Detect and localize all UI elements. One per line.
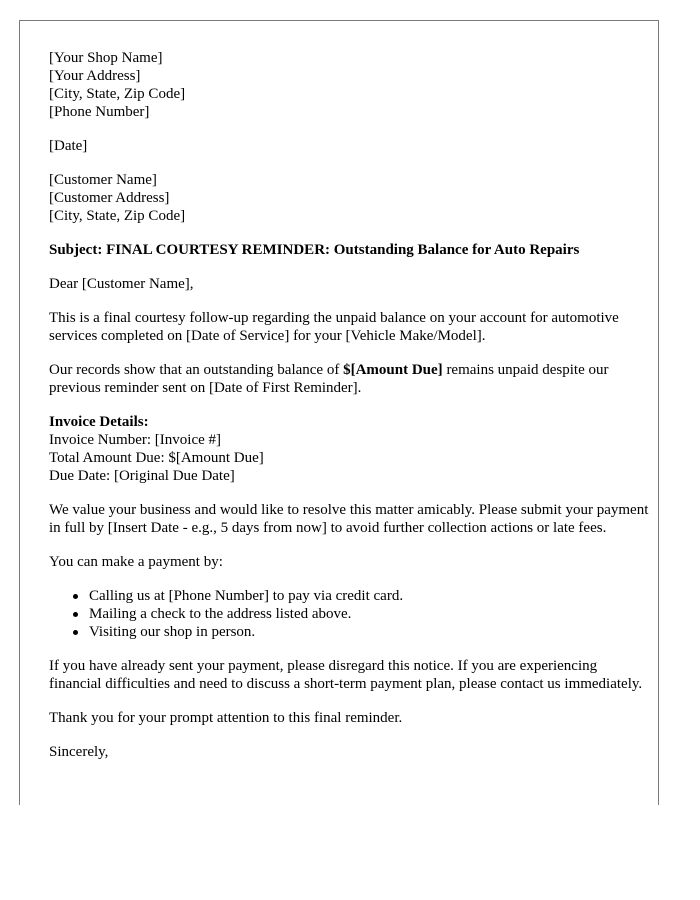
invoice-due-date: Due Date: [Original Due Date] <box>49 468 235 484</box>
invoice-heading: Invoice Details: <box>49 414 149 430</box>
sender-city-state-zip: [City, State, Zip Code] <box>49 86 186 102</box>
invoice-details <box>49 413 649 485</box>
invoice-total: Total Amount Due: $[Amount Due] <box>49 450 264 466</box>
date-block <box>49 137 649 155</box>
sender-address: [Your Address] <box>49 68 141 84</box>
paragraph-follow-up: This is a final courtesy follow-up regarding the unpaid balance on your account for automotive services completed on [Date of Service] for your [Vehicle Make/Model]. <box>49 310 619 344</box>
paragraph-thanks: Thank you for your prompt attention to this final reminder. <box>49 710 403 726</box>
sender-shop-name: [Your Shop Name] <box>49 50 163 66</box>
sender-block <box>49 49 649 121</box>
paragraph-disregard: If you have already sent your payment, please disregard this notice. If you are experiencing financial difficulties and need to discuss a short-term payment plan, please contact us immediately. <box>49 658 643 692</box>
invoice-number: Invoice Number: [Invoice #] <box>49 432 222 448</box>
letter-page <box>19 20 659 805</box>
bullet-icon <box>73 630 78 635</box>
recipient-block <box>49 171 649 225</box>
salutation: Dear [Customer Name], <box>49 276 194 292</box>
paragraph-outstanding-balance <box>49 361 649 397</box>
list-item <box>89 623 649 641</box>
payment-methods-list <box>49 587 649 641</box>
recipient-city-state-zip: [City, State, Zip Code] <box>49 208 186 224</box>
payment-method-visit: Visiting our shop in person. <box>89 624 256 640</box>
subject-line: Subject: FINAL COURTESY REMINDER: Outstanding Balance for Auto Repairs <box>49 242 580 258</box>
balance-amount: $[Amount Due] <box>343 362 443 378</box>
bullet-icon <box>73 612 78 617</box>
paragraph-resolve: We value your business and would like to resolve this matter amicably. Please submit your payment in full by [Insert Date - e.g., 5 days from now] to avoid further collection actions or late fees. <box>49 502 649 536</box>
letter-date: [Date] <box>49 138 88 154</box>
balance-text-before: Our records show that an outstanding balance of <box>49 362 344 378</box>
recipient-address: [Customer Address] <box>49 190 170 206</box>
bullet-icon <box>73 594 78 599</box>
recipient-name: [Customer Name] <box>49 172 157 188</box>
list-item <box>89 587 649 605</box>
list-item <box>89 605 649 623</box>
payment-method-mail: Mailing a check to the address listed above. <box>89 606 352 622</box>
closing: Sincerely, <box>49 744 109 760</box>
sender-phone: [Phone Number] <box>49 104 150 120</box>
payment-method-phone: Calling us at [Phone Number] to pay via credit card. <box>89 588 404 604</box>
letter-body <box>49 49 649 777</box>
balance-text-after: remains unpaid despite our previous reminder sent on [Date of First Reminder]. <box>49 362 609 396</box>
payment-intro: You can make a payment by: <box>49 554 223 570</box>
